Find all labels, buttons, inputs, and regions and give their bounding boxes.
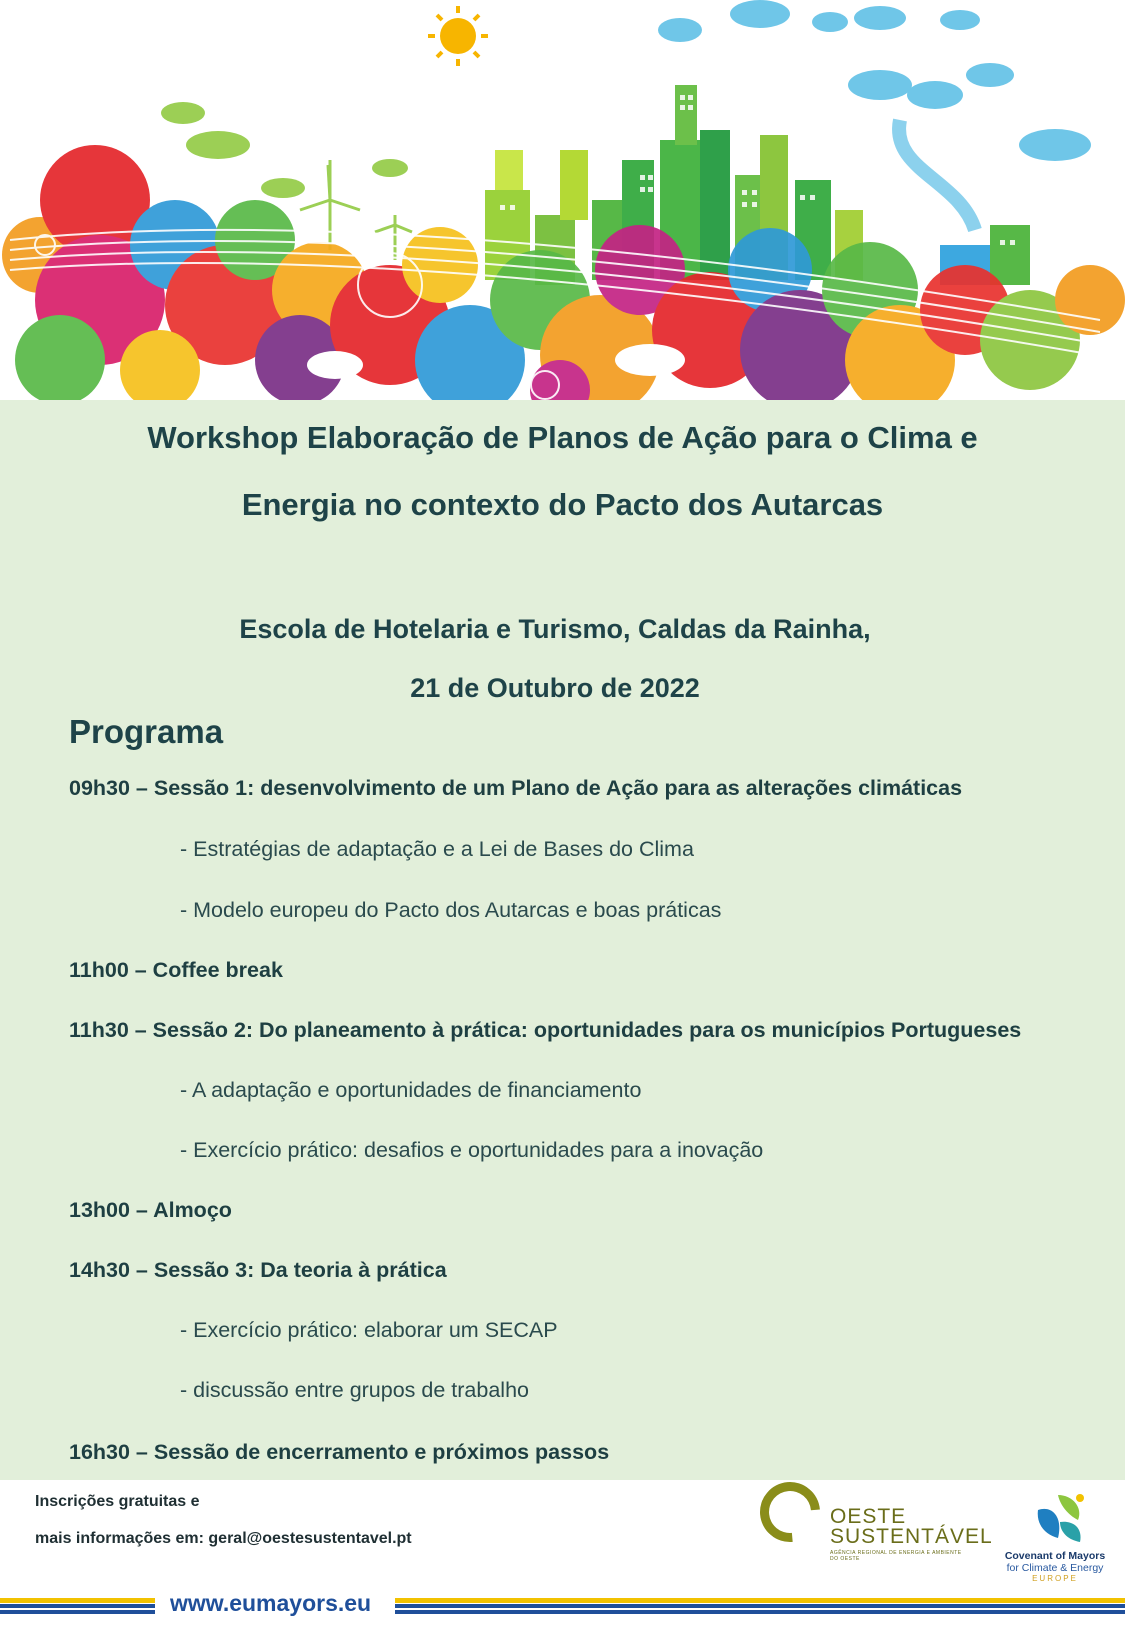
- oeste-logo-text: SUSTENTÁVEL: [830, 1525, 993, 1548]
- workshop-title-line2: Energia no contexto do Pacto dos Autarcas: [241, 487, 884, 522]
- program-subitem: - Exercício prático: elaborar um SECAP: [180, 1318, 558, 1342]
- program-item: 11h00 – Coffee break: [69, 958, 283, 982]
- program-subitem: - Modelo europeu do Pacto dos Autarcas e boas práticas: [180, 898, 722, 922]
- program-item: 16h30 – Sessão de encerramento e próximos passos: [69, 1440, 610, 1464]
- oeste-ring-icon: [748, 1470, 833, 1555]
- eumayors-link[interactable]: www.eumayors.eu: [170, 1590, 372, 1616]
- covenant-logo-text: EUROPE: [1032, 1574, 1078, 1583]
- venue-line: Escola de Hotelaria e Turismo, Caldas da Rainha,: [239, 614, 871, 644]
- covenant-logo-text: for Climate & Energy: [1006, 1562, 1104, 1574]
- oeste-logo-tagline: AGÊNCIA REGIONAL DE ENERGIA E AMBIENTE DO OESTE: [830, 1550, 962, 1562]
- oeste-sustentavel-logo: [760, 1480, 993, 1562]
- program-subitem: - A adaptação e oportunidades de financiamento: [180, 1078, 642, 1102]
- program-item: 11h30 – Sessão 2: Do planeamento à prática: oportunidades para os municípios Portugueses: [69, 1018, 1022, 1042]
- event-date: 21 de Outubro de 2022: [410, 673, 700, 703]
- city-circles-artwork: [0, 0, 1125, 405]
- covenant-leaf-icon: [1028, 1490, 1088, 1545]
- program-item: 14h30 – Sessão 3: Da teoria à prática: [69, 1258, 447, 1282]
- oeste-logo-text: OESTE: [830, 1505, 907, 1528]
- registration-info: Inscrições gratuitas e: [35, 1493, 200, 1510]
- covenant-of-mayors-logo: [1000, 1490, 1110, 1590]
- program-subitem: - Estratégias de adaptação e a Lei de Bases do Clima: [180, 837, 694, 861]
- sun-icon: [428, 6, 488, 66]
- content-panel: [0, 400, 1125, 1480]
- program-item: 13h00 – Almoço: [69, 1198, 232, 1222]
- contact-email-line[interactable]: mais informações em: geral@oestesustentavel.pt: [35, 1530, 412, 1547]
- program-item: 09h30 – Sessão 1: desenvolvimento de um Plano de Ação para as alterações climáticas: [69, 776, 963, 800]
- hero-illustration: [0, 0, 1125, 405]
- green-cloud-icons: [161, 102, 408, 198]
- program-subitem: - Exercício prático: desafios e oportunidades para a inovação: [180, 1138, 764, 1162]
- program-subitem: - discussão entre grupos de trabalho: [180, 1378, 529, 1402]
- programa-heading: Programa: [69, 713, 224, 750]
- workshop-title-line1: Workshop Elaboração de Planos de Ação para o Clima e: [147, 420, 978, 455]
- covenant-logo-text: Covenant of Mayors: [1004, 1550, 1106, 1562]
